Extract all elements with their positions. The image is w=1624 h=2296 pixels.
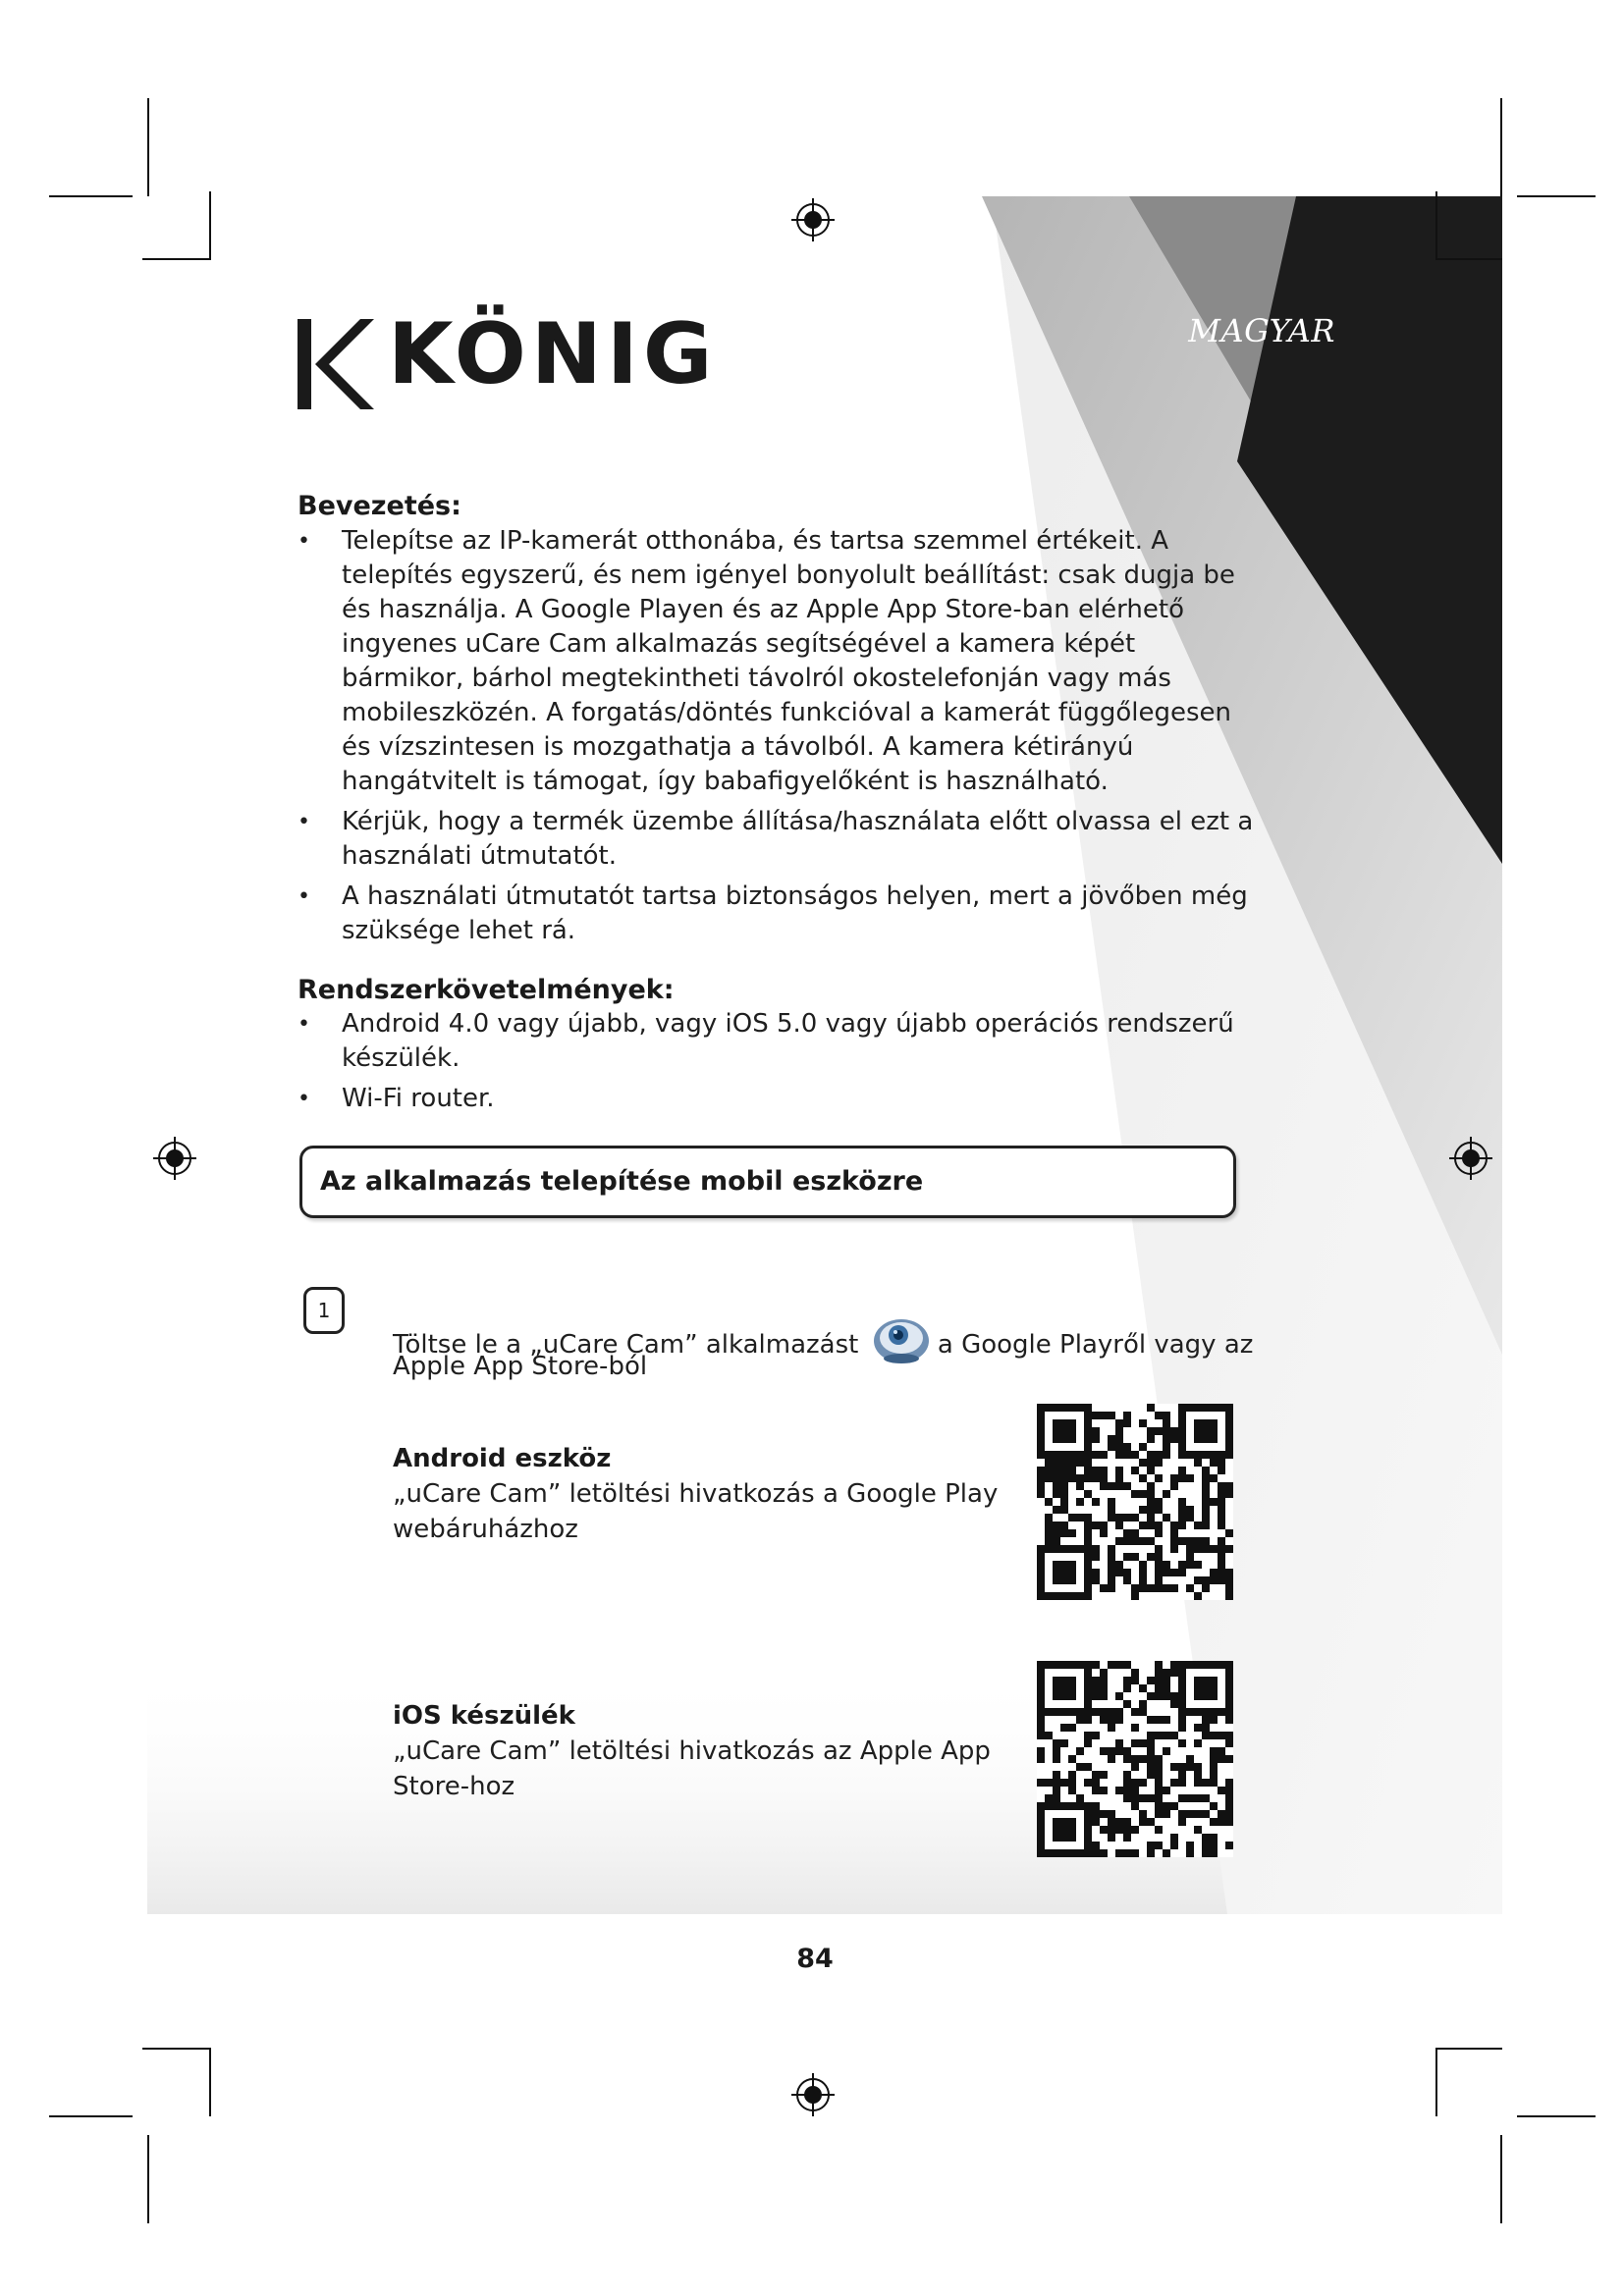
step1-text-before-icon: Töltse le a „uCare Cam” alkalmazást: [393, 1330, 859, 1360]
ios-link-text-line2: Store-hoz: [393, 1772, 515, 1801]
crop-mark: [142, 2048, 211, 2050]
android-heading: Android eszköz: [393, 1444, 612, 1473]
section-header-box: [299, 1146, 1236, 1218]
konig-logo-icon: [298, 319, 374, 409]
crop-mark: [142, 258, 211, 260]
crop-mark: [147, 98, 149, 196]
requirements-list: [298, 1007, 1255, 1122]
ios-link-text-line1: „uCare Cam” letöltési hivatkozás az Apple App: [393, 1736, 991, 1766]
list-item: • A használati útmutatót tartsa biztonságos helyen, mert a jövőben még szüksége lehet rá.: [298, 880, 1255, 948]
ios-heading: iOS készülék: [393, 1701, 575, 1731]
registration-target-icon: [791, 2073, 835, 2116]
crop-mark: [1435, 2048, 1437, 2116]
crop-mark: [49, 2115, 133, 2117]
list-item: • Kérjük, hogy a termék üzembe állítása/használata előtt olvassa el ezt a használati útmutatót.: [298, 805, 1255, 874]
crop-mark: [209, 191, 211, 260]
android-link-text-line2: webáruházhoz: [393, 1515, 578, 1544]
step1-text-after-icon: a Google Playről vagy az: [937, 1330, 1254, 1360]
qr-code-icon: [1037, 1661, 1233, 1857]
page-number: 84: [796, 1944, 834, 1974]
qr-code-icon: [1037, 1404, 1233, 1600]
intro-list: [298, 524, 1255, 954]
brand-logo-text: KÖNIG: [388, 305, 718, 403]
registration-target-icon: [791, 198, 835, 241]
crop-mark: [209, 2048, 211, 2116]
crop-mark: [1517, 2115, 1596, 2117]
registration-target-icon: [153, 1137, 196, 1180]
intro-heading: Bevezetés:: [298, 491, 461, 521]
crop-mark: [1435, 2048, 1502, 2050]
requirements-heading: Rendszerkövetelmények:: [298, 975, 675, 1005]
crop-mark: [1500, 2135, 1502, 2223]
crop-mark: [147, 2135, 149, 2223]
list-item: • Wi-Fi router.: [298, 1082, 1255, 1116]
registration-target-icon: [1449, 1137, 1492, 1180]
android-link-text-line1: „uCare Cam” letöltési hivatkozás a Google Play: [393, 1479, 999, 1509]
section-title: Az alkalmazás telepítése mobil eszközre: [320, 1166, 924, 1197]
ucare-cam-app-icon: [869, 1311, 934, 1366]
crop-mark: [1500, 98, 1502, 196]
list-item: • Telepítse az IP-kamerát otthonába, és tartsa szemmel értékeit. A telepítés egyszerű, és nem igényel bonyolult beállítást: csak dugja be és használja. A Google Playen és az Apple App Store-ban elérhető ingyenes uCare Cam alkalmazás segítségével a kamera képét bármikor, bárhol megtekintheti távolról okostelefonján vagy más mobileszközén. A forgatás/döntés funkcióval a kamerát függőlegesen és vízszintesen is mozgathatja a távolból. A kamera kétirányú hangátvitelt is támogat, így babafigyelőként is használható.: [298, 524, 1255, 799]
step-number-badge: 1: [303, 1287, 345, 1334]
language-label: MAGYAR: [1188, 312, 1335, 349]
list-item: • Android 4.0 vagy újabb, vagy iOS 5.0 vagy újabb operációs rendszerű készülék.: [298, 1007, 1255, 1076]
step1-text-line2: Apple App Store-ból: [393, 1352, 648, 1381]
crop-mark: [1517, 195, 1596, 197]
crop-mark: [1435, 191, 1437, 260]
crop-mark: [1435, 258, 1502, 260]
crop-mark: [49, 195, 133, 197]
